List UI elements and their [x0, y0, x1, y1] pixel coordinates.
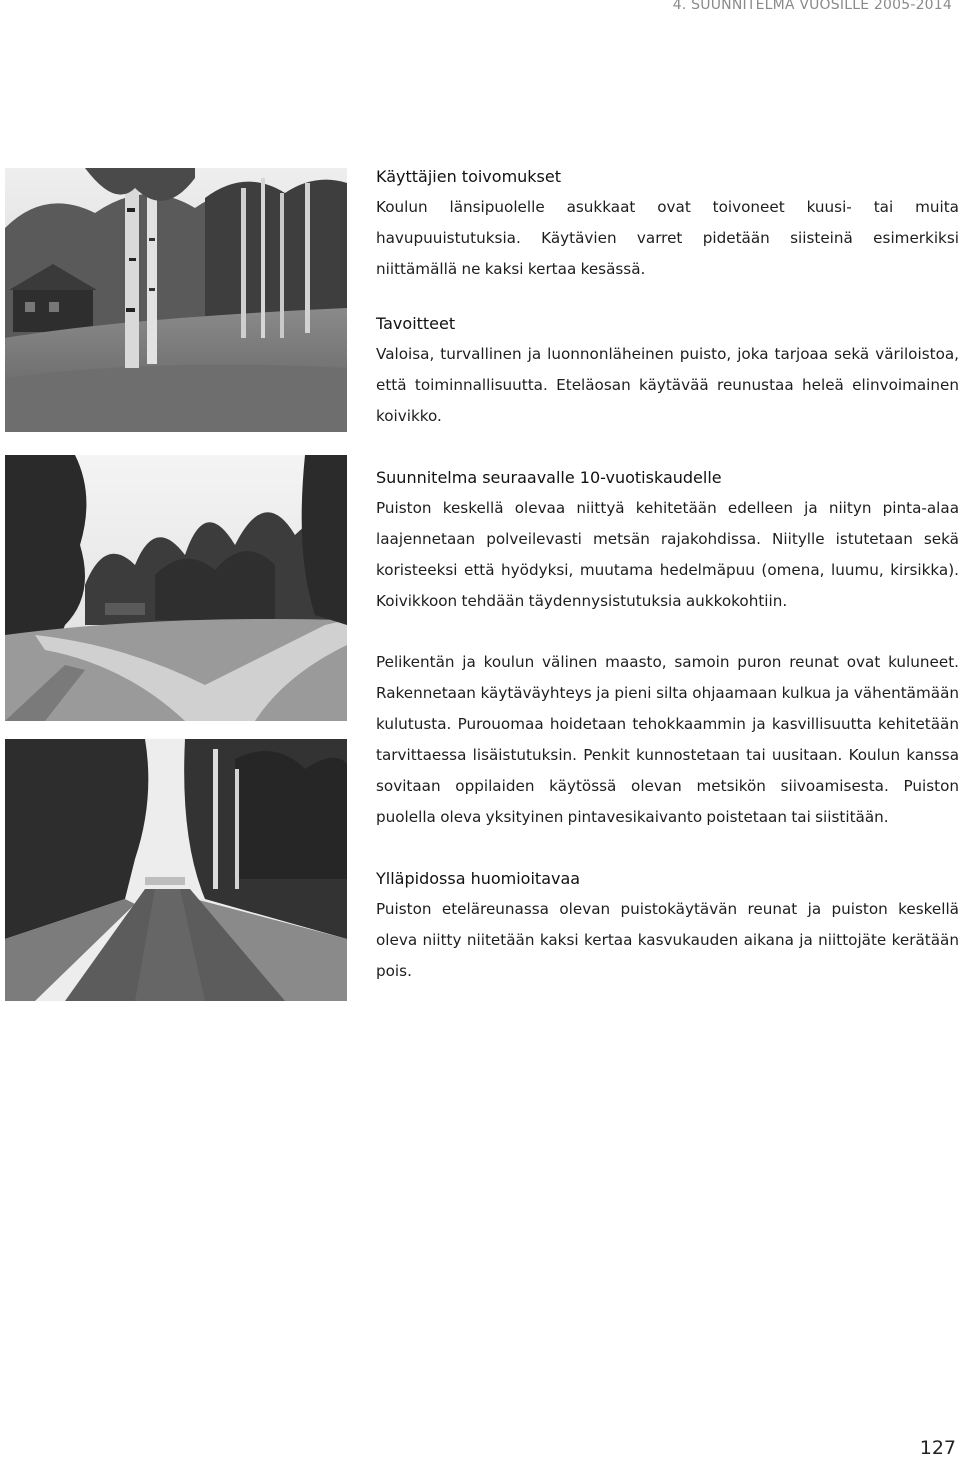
section-heading: Käyttäjien toivomukset	[376, 167, 562, 186]
section-paragraph: Puiston eteläreunassa olevan puistokäytävän reunat ja puiston keskellä oleva niitty niitetään kaksi kertaa kasvukauden aikana ja niittojäte kerätään pois.	[376, 900, 959, 980]
photo-forked-path	[5, 455, 347, 721]
photo-birch-meadow	[5, 168, 347, 432]
section-heading: Ylläpidossa huomioitavaa	[376, 869, 581, 888]
section-plan-continued	[376, 647, 959, 833]
section-paragraph: Puiston keskellä olevaa niittyä kehitetään edelleen ja niityn pinta-alaa laajennetaan polveilevasti metsän rajakohdissa. Niitylle istutetaan sekä koristeeksi että hyödyksi, muutama hedelmäpuu (omena, luumu, kirsikka). Koivikkoon tehdään täydennysistutuksia aukkokohtiin.	[376, 499, 959, 610]
section-user-wishes	[376, 162, 959, 285]
section-paragraph: Valoisa, turvallinen ja luonnonläheinen puisto, joka tarjoaa sekä väriloistoa, että toiminnallisuutta. Eteläosan käytävää reunustaa heleä elinvoimainen koivikko.	[376, 345, 959, 425]
photo-paved-path	[5, 739, 347, 1001]
section-paragraph: Pelikentän ja koulun välinen maasto, samoin puron reunat ovat kuluneet. Rakennetaan käytäväyhteys ja pieni silta ohjaamaan kulkua ja vähentämään kulutusta. Purouomaa hoidetaan tehokkaammin ja kasvillisuutta kehitetään tarvittaessa lisäistutuksin. Penkit kunnostetaan tai uusitaan. Koulun kanssa sovitaan oppilaiden käytössä olevan metsikön siivoamisesta. Puiston puolella oleva yksityinen pintavesikaivanto poistetaan tai siistitään.	[376, 653, 959, 826]
section-plan-10-years	[376, 463, 959, 617]
running-header: 4. SUUNNITELMA VUOSILLE 2005-2014	[672, 0, 952, 13]
section-goals	[376, 309, 959, 432]
section-heading: Suunnitelma seuraavalle 10-vuotiskaudelle	[376, 468, 722, 487]
text-column	[376, 162, 959, 987]
section-heading: Tavoitteet	[376, 314, 456, 333]
page-number: 127	[919, 1437, 956, 1459]
section-paragraph: Koulun länsipuolelle asukkaat ovat toivoneet kuusi- tai muita havupuuistutuksia. Käytävien varret pidetään siisteinä esimerkiksi niittämällä ne kaksi kertaa kesässä.	[376, 198, 959, 278]
section-maintenance	[376, 864, 959, 987]
